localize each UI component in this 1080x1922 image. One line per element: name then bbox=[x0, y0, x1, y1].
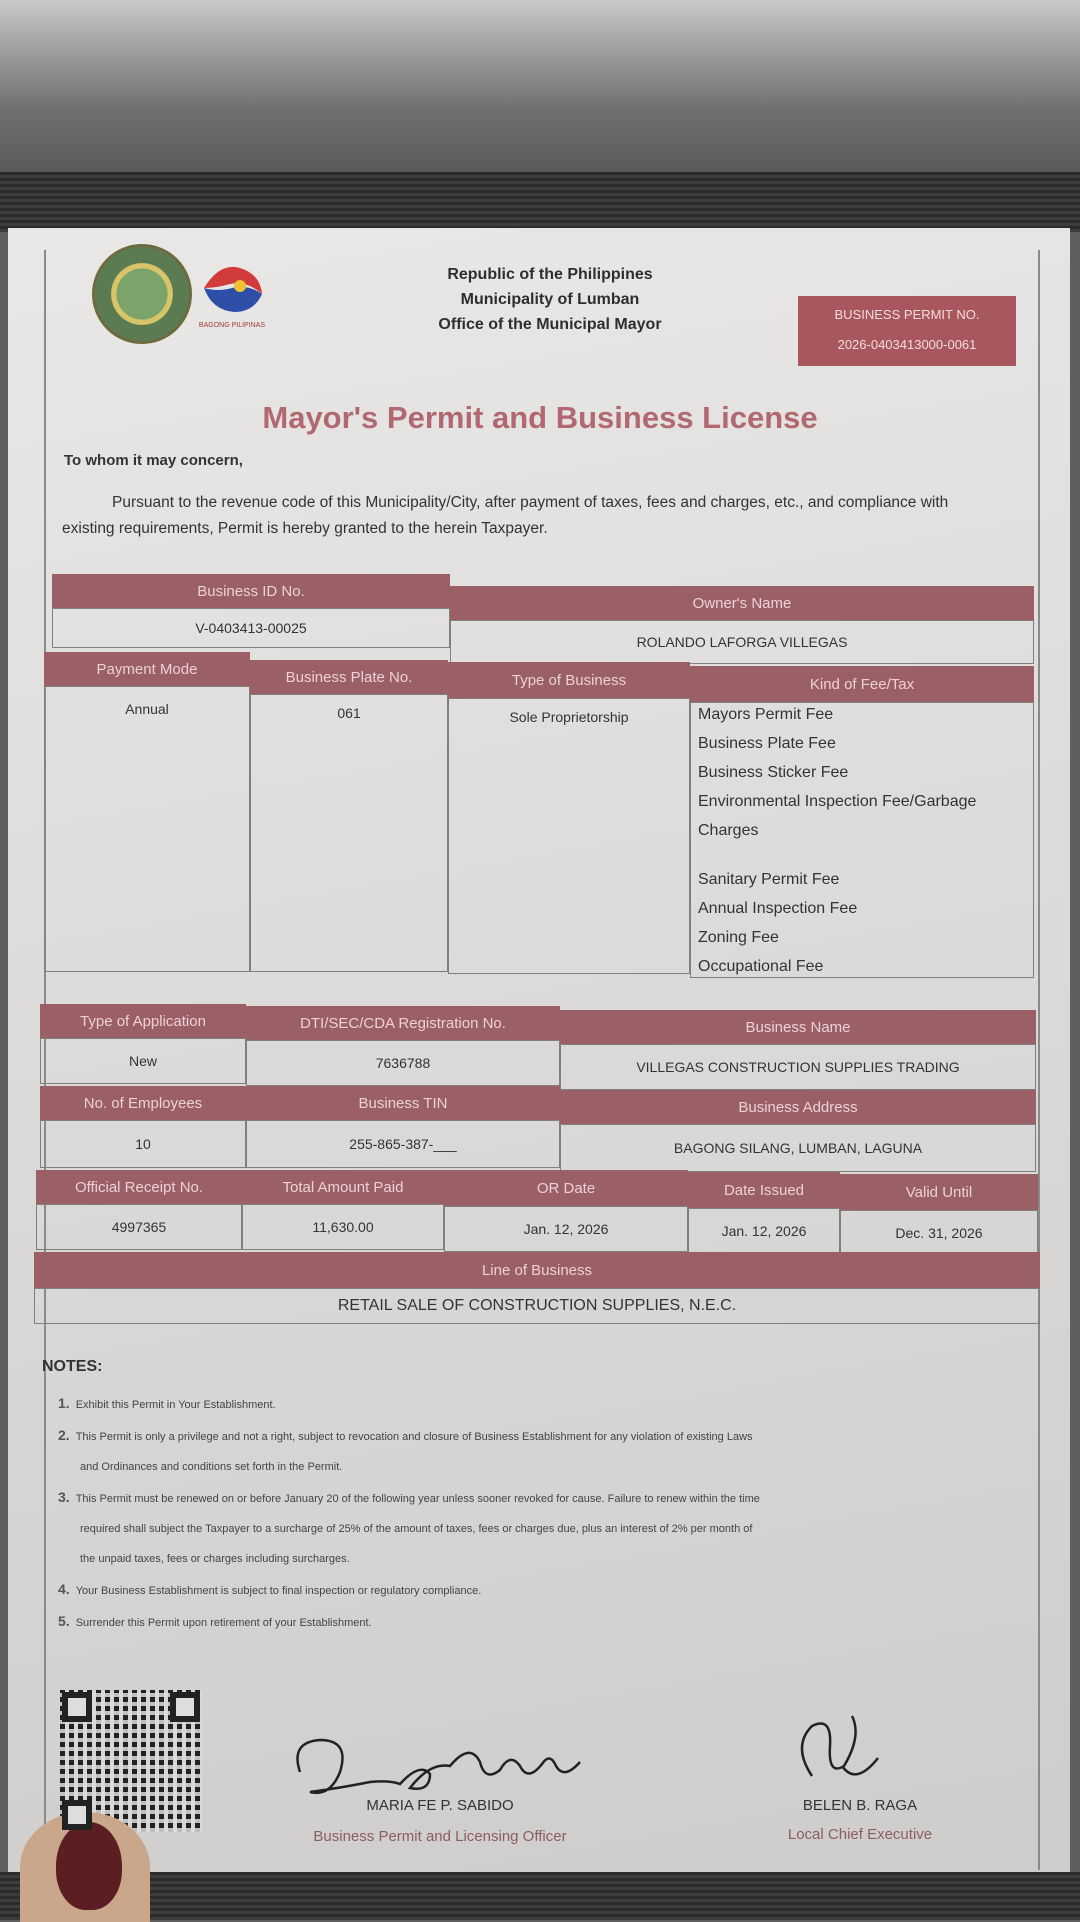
document-title: Mayor's Permit and Business License bbox=[262, 400, 818, 435]
plate-no-header: Business Plate No. bbox=[250, 660, 448, 694]
owner-name-value: ROLANDO LAFORGA VILLEGAS bbox=[450, 620, 1034, 664]
registration-no-header: DTI/SEC/CDA Registration No. bbox=[246, 1006, 560, 1040]
note-text: Your Business Establishment is subject to final inspection or regulatory compliance. bbox=[75, 1585, 482, 1597]
fee-item: Zoning Fee bbox=[698, 929, 779, 946]
registration-no-value: 7636788 bbox=[246, 1040, 560, 1086]
employees-header: No. of Employees bbox=[40, 1086, 246, 1120]
payment-mode-header: Payment Mode bbox=[44, 652, 250, 686]
receipt-no-value: 4997365 bbox=[36, 1204, 242, 1250]
right-signatory-title: Local Chief Executive bbox=[787, 1826, 933, 1843]
note-item bbox=[58, 1388, 1028, 1420]
note-text: Exhibit this Permit in Your Establishment. bbox=[75, 1399, 276, 1411]
business-name-value: VILLEGAS CONSTRUCTION SUPPLIES TRADING bbox=[560, 1044, 1036, 1090]
fee-spacer bbox=[698, 845, 976, 865]
body-paragraph: Pursuant to the revenue code of this Municipality/City, after payment of taxes, fees and charges, etc., and compliance with existing requirements, Permit is hereby granted to the herein Taxpayer. bbox=[62, 494, 949, 537]
right-signature bbox=[782, 1706, 892, 1796]
qr-code bbox=[60, 1690, 202, 1832]
note-text: Surrender this Permit upon retirement of your Establishment. bbox=[75, 1617, 372, 1629]
or-date-value: Jan. 12, 2026 bbox=[444, 1206, 688, 1252]
note-text: This Permit is only a privilege and not a right, subject to revocation and closure of Business Establishment for any violation of existing Laws bbox=[75, 1431, 753, 1443]
note-item bbox=[58, 1482, 1028, 1514]
notes-heading: NOTES: bbox=[42, 1358, 103, 1375]
fee-list bbox=[698, 700, 976, 981]
or-date-header: OR Date bbox=[444, 1170, 688, 1206]
business-address-header: Business Address bbox=[560, 1090, 1036, 1124]
owner-name-header: Owner's Name bbox=[450, 586, 1034, 620]
note-number: 2. bbox=[58, 1427, 70, 1443]
note-continuation: required shall subject the Taxpayer to a surcharge of 25% of the amount of taxes, fees or charges due, plus an interest of 2% per month of bbox=[80, 1523, 753, 1535]
fee-item: Occupational Fee bbox=[698, 958, 824, 975]
qr-finder bbox=[62, 1692, 92, 1722]
note-number: 5. bbox=[58, 1613, 70, 1629]
municipal-seal-logo bbox=[92, 244, 192, 344]
note-number: 1. bbox=[58, 1395, 70, 1411]
receipt-no-header: Official Receipt No. bbox=[36, 1170, 242, 1204]
line-of-business-value: RETAIL SALE OF CONSTRUCTION SUPPLIES, N.E.C. bbox=[34, 1288, 1040, 1324]
note-item bbox=[58, 1420, 1028, 1452]
tin-header: Business TIN bbox=[246, 1086, 560, 1120]
fee-item: Business Sticker Fee bbox=[698, 764, 849, 781]
amount-paid-value: 11,630.00 bbox=[242, 1204, 444, 1250]
logo-caption: BAGONG PILIPINAS bbox=[198, 322, 266, 329]
business-id-header: Business ID No. bbox=[52, 574, 450, 608]
business-type-header: Type of Business bbox=[448, 662, 690, 698]
notes-list bbox=[58, 1388, 1028, 1638]
fee-item: Mayors Permit Fee bbox=[698, 706, 834, 723]
fingernail bbox=[56, 1822, 122, 1910]
note-continuation: the unpaid taxes, fees or charges including surcharges. bbox=[80, 1553, 350, 1565]
left-signatory-title: Business Permit and Licensing Officer bbox=[313, 1828, 567, 1845]
plate-no-value: 061 bbox=[250, 694, 448, 972]
header-line-3: Office of the Municipal Mayor bbox=[438, 316, 662, 333]
right-signatory-name: BELEN B. RAGA bbox=[802, 1797, 918, 1814]
business-type-value: Sole Proprietorship bbox=[448, 698, 690, 974]
application-type-value: New bbox=[40, 1038, 246, 1084]
date-issued-value: Jan. 12, 2026 bbox=[688, 1208, 840, 1254]
employees-value: 10 bbox=[40, 1120, 246, 1168]
permit-number-box bbox=[798, 296, 1016, 366]
date-issued-header: Date Issued bbox=[688, 1172, 840, 1208]
note-number: 4. bbox=[58, 1581, 70, 1597]
fee-item: Charges bbox=[698, 822, 759, 839]
note-text: This Permit must be renewed on or before January 20 of the following year unless sooner revoked for cause. Failure to renew within the time bbox=[75, 1493, 760, 1505]
salutation: To whom it may concern, bbox=[64, 452, 243, 469]
qr-finder bbox=[62, 1800, 92, 1830]
background-wall bbox=[0, 0, 1080, 185]
qr-finder bbox=[170, 1692, 200, 1722]
valid-until-value: Dec. 31, 2026 bbox=[840, 1210, 1038, 1256]
fee-item: Environmental Inspection Fee/Garbage bbox=[698, 793, 977, 810]
business-address-value: BAGONG SILANG, LUMBAN, LAGUNA bbox=[560, 1124, 1036, 1172]
note-item bbox=[58, 1606, 1028, 1638]
document-header bbox=[380, 262, 720, 337]
business-name-header: Business Name bbox=[560, 1010, 1036, 1044]
frame-top-border bbox=[0, 172, 1080, 232]
note-item bbox=[58, 1574, 1028, 1606]
header-line-2: Municipality of Lumban bbox=[460, 291, 640, 308]
note-number: 3. bbox=[58, 1489, 70, 1505]
business-id-value: V-0403413-00025 bbox=[52, 608, 450, 648]
application-type-header: Type of Application bbox=[40, 1004, 246, 1038]
valid-until-header: Valid Until bbox=[840, 1174, 1038, 1210]
payment-mode-value: Annual bbox=[44, 686, 250, 972]
fee-item: Annual Inspection Fee bbox=[698, 900, 858, 917]
note-continuation: and Ordinances and conditions set forth in the Permit. bbox=[80, 1461, 343, 1473]
left-signatory-name: MARIA FE P. SABIDO bbox=[366, 1797, 514, 1814]
header-line-1: Republic of the Philippines bbox=[447, 266, 653, 283]
bagong-pilipinas-logo bbox=[200, 258, 266, 316]
permit-number-value: 2026-0403413000-0061 bbox=[837, 337, 977, 352]
line-of-business-header: Line of Business bbox=[34, 1252, 1040, 1288]
fee-item: Sanitary Permit Fee bbox=[698, 871, 840, 888]
fee-item: Business Plate Fee bbox=[698, 735, 836, 752]
amount-paid-header: Total Amount Paid bbox=[242, 1170, 444, 1204]
fee-kind-header: Kind of Fee/Tax bbox=[690, 666, 1034, 702]
permit-number-label: BUSINESS PERMIT NO. bbox=[834, 307, 980, 322]
frame-bottom-border bbox=[0, 1872, 1080, 1920]
tin-value: 255-865-387-___ bbox=[246, 1120, 560, 1168]
